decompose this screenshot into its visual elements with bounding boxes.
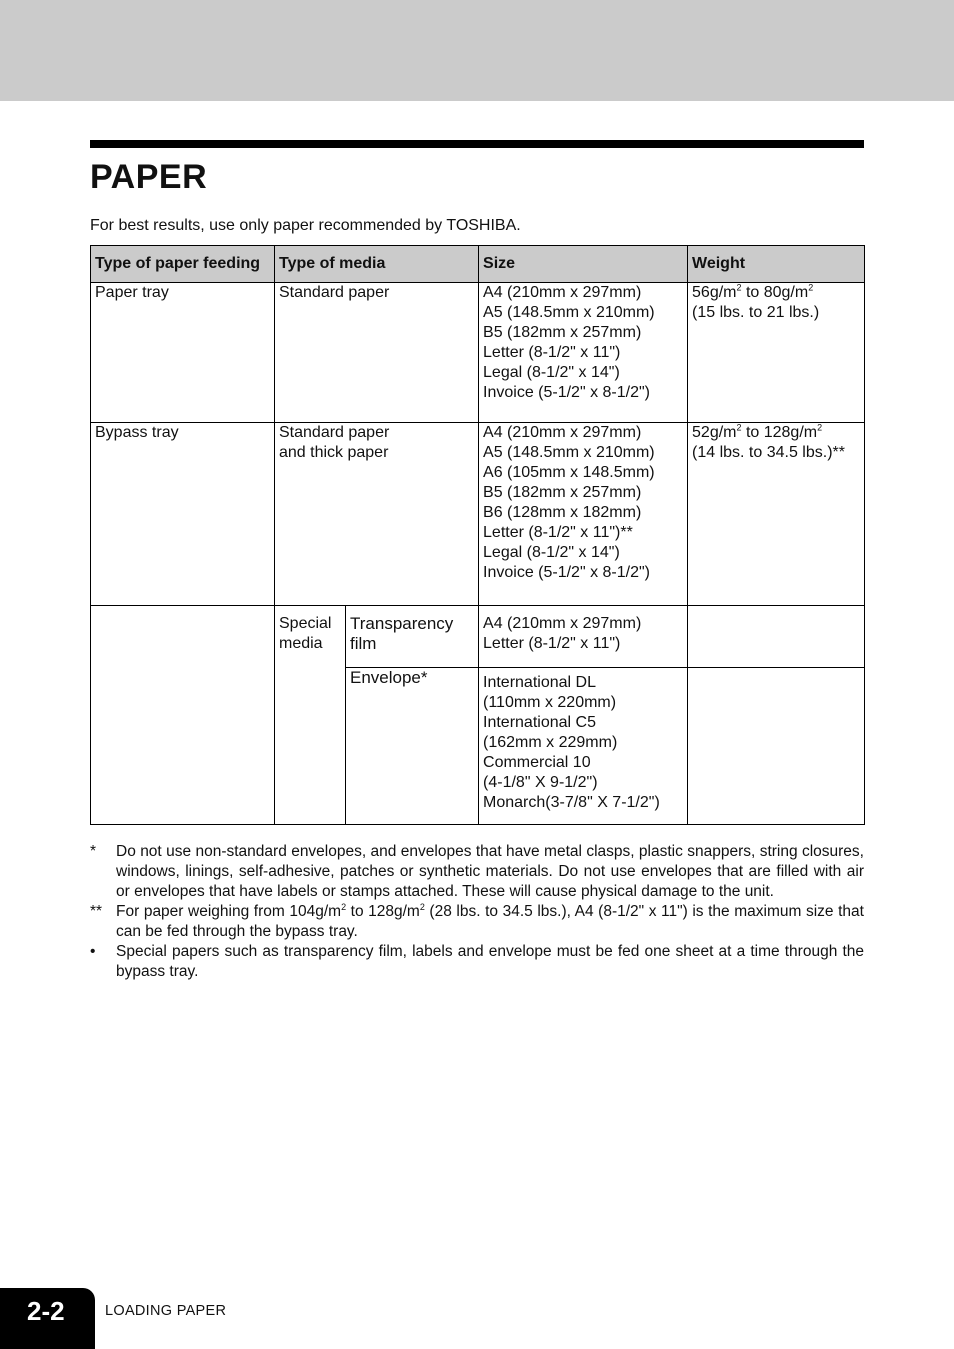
table-header-row [91, 246, 865, 283]
media-cell: Standard paper and thick paper [275, 423, 479, 606]
weight-cell: $52g/m^2$ to $128g/m^2$ (14 lbs. to 34.5 lbs.)** [688, 423, 865, 606]
page-title: PAPER [90, 158, 208, 196]
size-cell: A4 (210mm x 297mm) Letter (8-1/2" x 11") [479, 606, 688, 668]
bullet-icon: • [90, 943, 96, 960]
feeding-cell: Bypass tray [91, 423, 275, 606]
transparency-cell: Transparency film [346, 606, 479, 668]
page-number: 2-2 [27, 1296, 65, 1326]
header-weight: Weight [688, 246, 865, 283]
title-rule [90, 140, 864, 148]
envelope-cell: Envelope* [346, 668, 479, 825]
footnotes [90, 842, 864, 982]
weight-cell: $56g/m^2$ to $80g/m^2$ (15 lbs. to 21 lbs.) [688, 283, 865, 423]
media-cell: Standard paper [275, 283, 479, 423]
header-band [0, 0, 954, 101]
table-row [91, 283, 865, 423]
asterisk-mark: * [90, 843, 97, 860]
size-cell: A4 (210mm x 297mm) A5 (148.5mm x 210mm) B5 (182mm x 257mm) Letter (8-1/2" x 11") Legal (8-1/2" x 14") Invoice (5-1/2" x 8-1/2") [479, 283, 688, 423]
footnote-special: • Special papers such as transparency film, labels and envelope must be fed one sheet at a time through the bypass tray. [90, 943, 864, 980]
double-asterisk-mark: ** [90, 903, 103, 920]
size-cell: A4 (210mm x 297mm) A5 (148.5mm x 210mm) A6 (105mm x 148.5mm) B5 (182mm x 257mm) B6 (128mm x 182mm) Letter (8-1/2" x 11")** Legal (8-1/2" x 14") Invoice (5-1/2" x 8-1/2") [479, 423, 688, 606]
size-cell: International DL (110mm x 220mm) International C5 (162mm x 229mm) Commercial 10 (4-1/8" X 9-1/2") Monarch(3-7/8" X 7-1/2") [479, 668, 688, 825]
feeding-cell-empty [91, 606, 275, 825]
weight-cell-empty [688, 606, 865, 668]
feeding-cell: Paper tray [91, 283, 275, 423]
weight-cell-empty [688, 668, 865, 825]
footnote-envelope: * Do not use non-standard envelopes, and envelopes that have metal clasps, plastic snappers, string closures, windows, linings, self-adhesive, patches or synthetic materials. Do not use envelopes that are filled with air or envelopes that have labels or stamps attached. These will cause physical damage to the unit. [90, 843, 864, 900]
paper-table [90, 245, 865, 825]
section-label: LOADING PAPER [105, 1303, 227, 1319]
special-media-cell: Special media [275, 606, 346, 825]
intro-text: For best results, use only paper recommended by TOSHIBA. [90, 217, 521, 234]
header-size: Size [479, 246, 688, 283]
table-row [91, 423, 865, 606]
header-feeding: Type of paper feeding [91, 246, 275, 283]
header-media: Type of media [275, 246, 479, 283]
footnote-weight: ** For paper weighing from $104g/m^2$ to $128g/m^2$ (28 lbs. to 34.5 lbs.), A4 (8-1/2" x 11") is the maximum size that can be fed through the bypass tray. [90, 901, 864, 940]
table-row [91, 606, 865, 668]
